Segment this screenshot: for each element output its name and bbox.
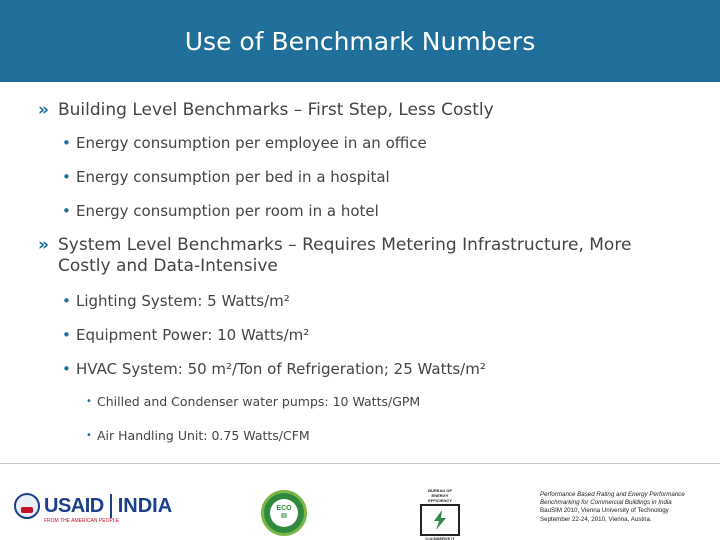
slide-title: Use of Benchmark Numbers <box>184 26 536 56</box>
bullet-text: HVAC System: 50 m²/Ton of Refrigeration; 25 Watts/m² <box>76 360 486 378</box>
usaid-name: USAID <box>44 494 104 517</box>
bullet-level3 <box>86 427 700 445</box>
double-chevron-icon: » <box>38 100 49 120</box>
bullet-level2 <box>62 291 700 311</box>
footer-divider <box>0 463 720 464</box>
bullet-dot-icon: • <box>86 430 92 441</box>
bullet-dot-icon: • <box>62 326 71 344</box>
bullet-text: Energy consumption per bed in a hospital <box>76 168 390 186</box>
bullet-level2 <box>62 167 700 187</box>
bullet-level2 <box>62 201 700 221</box>
bullet-dot-icon: • <box>62 134 71 152</box>
bullet-dot-icon: • <box>86 396 92 407</box>
double-chevron-icon: » <box>38 235 49 255</box>
bee-logo <box>420 488 460 538</box>
bullet-text: Air Handling Unit: 0.75 Watts/CFM <box>97 428 310 443</box>
bullet-level1 <box>38 100 700 121</box>
citation-date: September 22-24, 2010, Vienna, Austria. <box>540 515 652 523</box>
bullet-text: Energy consumption per room in a hotel <box>76 202 379 220</box>
usaid-india-logo <box>14 493 173 524</box>
eco-label: ECO <box>276 505 292 512</box>
usaid-seal-icon <box>14 493 40 519</box>
logo-separator <box>110 494 112 518</box>
bullet-text: Chilled and Condenser water pumps: 10 Watts/GPM <box>97 394 421 409</box>
bullet-dot-icon: • <box>62 292 71 310</box>
citation-title: Performance Based Rating and Energy Performance Benchmarking for Commercial Buildings in India <box>540 491 685 507</box>
bullet-text: Lighting System: 5 Watts/m² <box>76 292 290 310</box>
eco-roman: III <box>281 513 287 520</box>
lightning-icon <box>420 504 460 536</box>
eco-iii-logo <box>261 490 307 536</box>
bullet-dot-icon: • <box>62 168 71 186</box>
bullet-text: Building Level Benchmarks – First Step, Less Costly <box>58 100 494 120</box>
bullet-dot-icon: • <box>62 202 71 220</box>
bullet-level2 <box>62 359 700 379</box>
usaid-country: INDIA <box>117 494 173 517</box>
bullet-text: Equipment Power: 10 Watts/m² <box>76 326 310 344</box>
citation-block <box>540 491 716 524</box>
citation-venue: BauSIM 2010, Vienna University of Technology <box>540 507 669 515</box>
bullet-text: System Level Benchmarks – Requires Metering Infrastructure, More Costly and Data-Intensive <box>58 235 632 276</box>
bullet-dot-icon: • <box>62 360 71 378</box>
bullet-level2 <box>62 325 700 345</box>
bee-logo-bottom-text: C•U•NSERVE IT <box>425 536 455 540</box>
bullet-level2 <box>62 133 700 153</box>
bullet-level1 <box>38 235 700 277</box>
usaid-tagline: FROM THE AMERICAN PEOPLE <box>44 518 119 524</box>
slide-content <box>38 100 700 445</box>
bee-logo-top-text: BUREAU OF ENERGY EFFICIENCY <box>428 488 452 503</box>
eco-logo-center <box>270 499 298 527</box>
bullet-text: Energy consumption per employee in an office <box>76 134 427 152</box>
slide-header <box>0 0 720 82</box>
bullet-level3 <box>86 393 700 411</box>
